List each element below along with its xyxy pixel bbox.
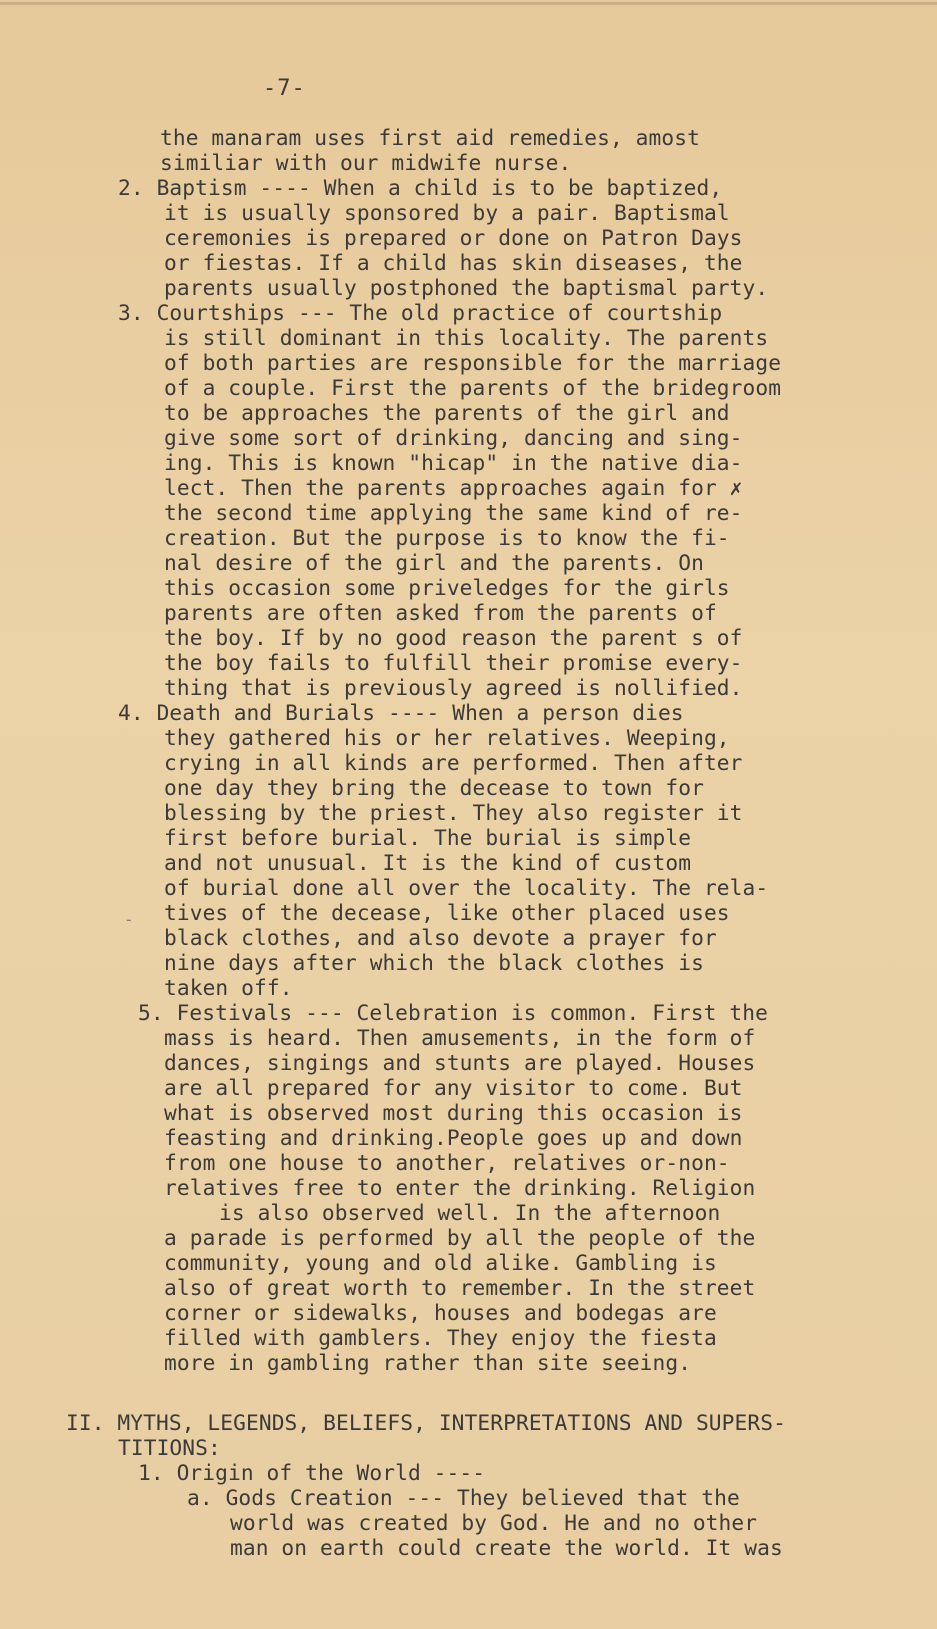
text-line: of a couple. First the parents of the bridegroom: [164, 375, 782, 400]
margin-mark: -: [124, 910, 134, 929]
text-line: the boy fails to fulfill their promise every-: [164, 650, 743, 675]
text-line: the second time applying the same kind of re-: [164, 500, 743, 525]
section-heading: TITIONS:: [118, 1435, 221, 1460]
text-line: and not unusual. It is the kind of custom: [164, 850, 692, 875]
text-line: nal desire of the girl and the parents. On: [164, 550, 704, 575]
text-line: the manaram uses first aid remedies, amost: [160, 125, 700, 150]
text-line: from one house to another, relatives or-non-: [164, 1150, 730, 1175]
text-line: creation. But the purpose is to know the fi-: [164, 525, 730, 550]
text-line: similiar with our midwife nurse.: [160, 150, 572, 175]
text-line: tives of the decease, like other placed uses: [164, 900, 730, 925]
text-line: a. Gods Creation --- They believed that the: [187, 1485, 740, 1510]
text-line: 5. Festivals --- Celebration is common. First the: [138, 1000, 768, 1025]
text-line: thing that is previously agreed is nollified.: [164, 675, 743, 700]
text-line: parents usually postphoned the baptismal party.: [164, 275, 769, 300]
text-line: dances, singings and stunts are played. Houses: [164, 1050, 756, 1075]
text-line: parents are often asked from the parents of: [164, 600, 717, 625]
text-line: blessing by the priest. They also register it: [164, 800, 743, 825]
text-line: 4. Death and Burials ---- When a person dies: [118, 700, 684, 725]
text-line: or fiestas. If a child has skin diseases, the: [164, 250, 743, 275]
text-line: they gathered his or her relatives. Weeping,: [164, 725, 730, 750]
page-fold-line: [0, 2, 937, 5]
text-line: community, young and old alike. Gambling is: [164, 1250, 717, 1275]
text-line: of both parties are responsible for the marriage: [164, 350, 782, 375]
text-line: black clothes, and also devote a prayer for: [164, 925, 717, 950]
text-line: also of great worth to remember. In the street: [164, 1275, 756, 1300]
text-line: ceremonies is prepared or done on Patron Days: [164, 225, 743, 250]
text-line: more in gambling rather than site seeing.: [164, 1350, 692, 1375]
text-line: 3. Courtships --- The old practice of courtship: [118, 300, 723, 325]
text-line: the boy. If by no good reason the parent s of: [164, 625, 743, 650]
text-line: of burial done all over the locality. The rela-: [164, 875, 769, 900]
text-line: give some sort of drinking, dancing and sing-: [164, 425, 743, 450]
text-line: world was created by God. He and no other: [230, 1510, 758, 1535]
text-line: what is observed most during this occasion is: [164, 1100, 743, 1125]
text-line: is also observed well. In the afternoon: [219, 1200, 721, 1225]
text-line: relatives free to enter the drinking. Religion: [164, 1175, 756, 1200]
section-heading: II. MYTHS, LEGENDS, BELIEFS, INTERPRETATIONS AND SUPERS-: [66, 1410, 786, 1435]
text-line: a parade is performed by all the people of the: [164, 1225, 756, 1250]
text-line: mass is heard. Then amusements, in the form of: [164, 1025, 756, 1050]
text-line: filled with gamblers. They enjoy the fiesta: [164, 1325, 717, 1350]
text-line: it is usually sponsored by a pair. Baptismal: [164, 200, 730, 225]
text-line: crying in all kinds are performed. Then after: [164, 750, 743, 775]
text-line: ing. This is known "hicap" in the native dia-: [164, 450, 743, 475]
text-line: is still dominant in this locality. The parents: [164, 325, 769, 350]
text-line: first before burial. The burial is simple: [164, 825, 692, 850]
text-line: this occasion some priveledges for the girls: [164, 575, 730, 600]
text-line: lect. Then the parents approaches again for ✗: [164, 475, 743, 500]
subsection-heading: 1. Origin of the World ----: [138, 1460, 486, 1485]
text-line: nine days after which the black clothes is: [164, 950, 704, 975]
text-line: to be approaches the parents of the girl and: [164, 400, 730, 425]
page-number: -7-: [263, 76, 306, 101]
text-line: corner or sidewalks, houses and bodegas are: [164, 1300, 717, 1325]
text-line: are all prepared for any visitor to come. But: [164, 1075, 743, 1100]
text-line: one day they bring the decease to town for: [164, 775, 704, 800]
text-line: 2. Baptism ---- When a child is to be baptized,: [118, 175, 723, 200]
text-line: taken off.: [164, 975, 293, 1000]
text-line: feasting and drinking.People goes up and down: [164, 1125, 743, 1150]
text-line: man on earth could create the world. It was: [230, 1535, 783, 1560]
